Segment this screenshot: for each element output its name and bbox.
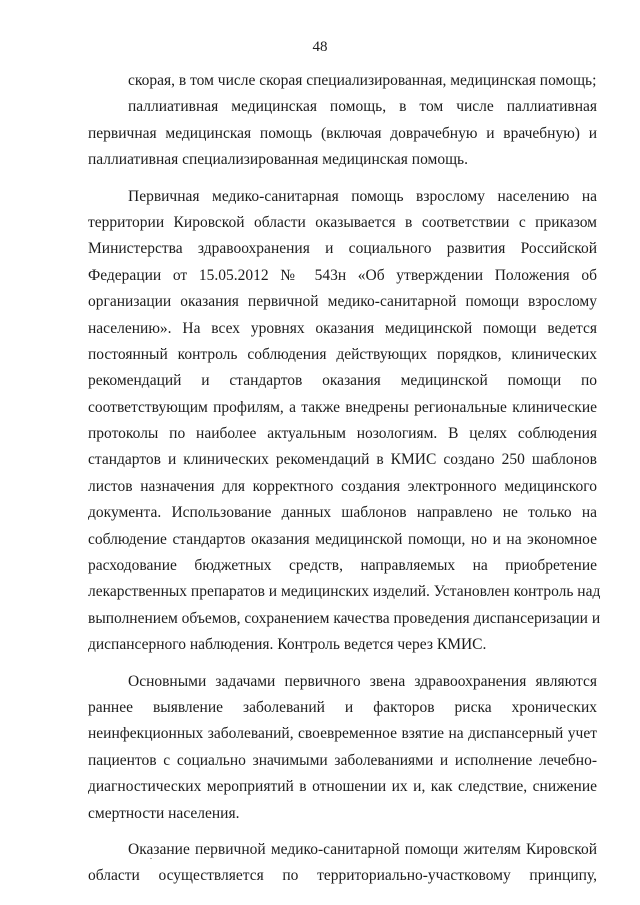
paragraph-line: лекарственных препаратов и медицинских изделий. Установлен контроль над [88,583,601,601]
paragraph-line: территории Кировской области оказывается в соответствии с приказом [88,213,597,231]
paragraph-line: Первичная медико-санитарная помощь взрослому населению на [128,187,597,205]
paragraph-line: листов назначения для корректного создания электронного медицинского [88,477,597,495]
paragraph-line: диспансерного наблюдения. Контроль ведется через КМИС. [88,636,487,654]
scan-speck [150,858,152,859]
paragraph-line: Министерства здравоохранения и социального развития Российской [88,240,597,258]
page-number: 48 [312,39,328,55]
paragraph-line: организации оказания первичной медико-санитарной помощи взрослому [88,293,597,311]
paragraph-line: смертности населения. [88,804,240,822]
paragraph-line: соответствующим профилям, а также внедрены региональные клинические [88,398,597,416]
paragraph-line: раннее выявление заболеваний и факторов риска хронических [88,698,597,716]
paragraph-line: постоянный контроль соблюдения действующих порядков, клинических [88,345,597,363]
paragraph-line: расходование бюджетных средств, направляемых на приобретение [88,557,597,575]
paragraph-line: рекомендаций и стандартов оказания медицинской помощи по [88,372,597,390]
paragraph-line: документа. Использование данных шаблонов направлено не только на [88,504,597,522]
document-body [88,68,601,890]
paragraph-line: пациентов с социально значимыми заболеваниями и исполнение лечебно- [88,751,597,769]
paragraph-line: Федерации от 15.05.2012 № 543н «Об утверждении Положения об [88,266,597,284]
paragraph-line: соблюдение стандартов оказания медицинской помощи, но и на экономное [88,530,597,548]
paragraph-line: Оказание первичной медико-санитарной помощи жителям Кировской [128,840,597,858]
paragraph-line: Основными задачами первичного звена здравоохранения являются [128,672,597,690]
paragraph-line: скорая, в том числе скорая специализированная, медицинская помощь; [128,72,597,89]
paragraph-line: населению». На всех уровнях оказания медицинской помощи ведется [88,319,597,337]
paragraph-line: неинфекционных заболеваний, своевременное взятие на диспансерный учет [88,725,597,743]
paragraph-line: протоколы по наиболее актуальным нозологиям. В целях соблюдения [88,425,597,443]
paragraph-line: стандартов и клинических рекомендаций в КМИС создано 250 шаблонов [88,451,597,469]
paragraph-line: первичная медицинская помощь (включая доврачебную и врачебную) и [88,124,597,142]
paragraph-line: области осуществляется по территориально-участковому принципу, [88,867,597,885]
paragraph-line: паллиативная медицинская помощь, в том числе паллиативная [128,98,597,116]
paragraph-line: паллиативная специализированная медицинская помощь. [88,151,468,169]
paragraph-line: диагностических мероприятий в отношении их и, как следствие, снижение [88,778,597,796]
paragraph-line: выполнением объемов, сохранением качества проведения диспансеризации и [88,609,601,627]
